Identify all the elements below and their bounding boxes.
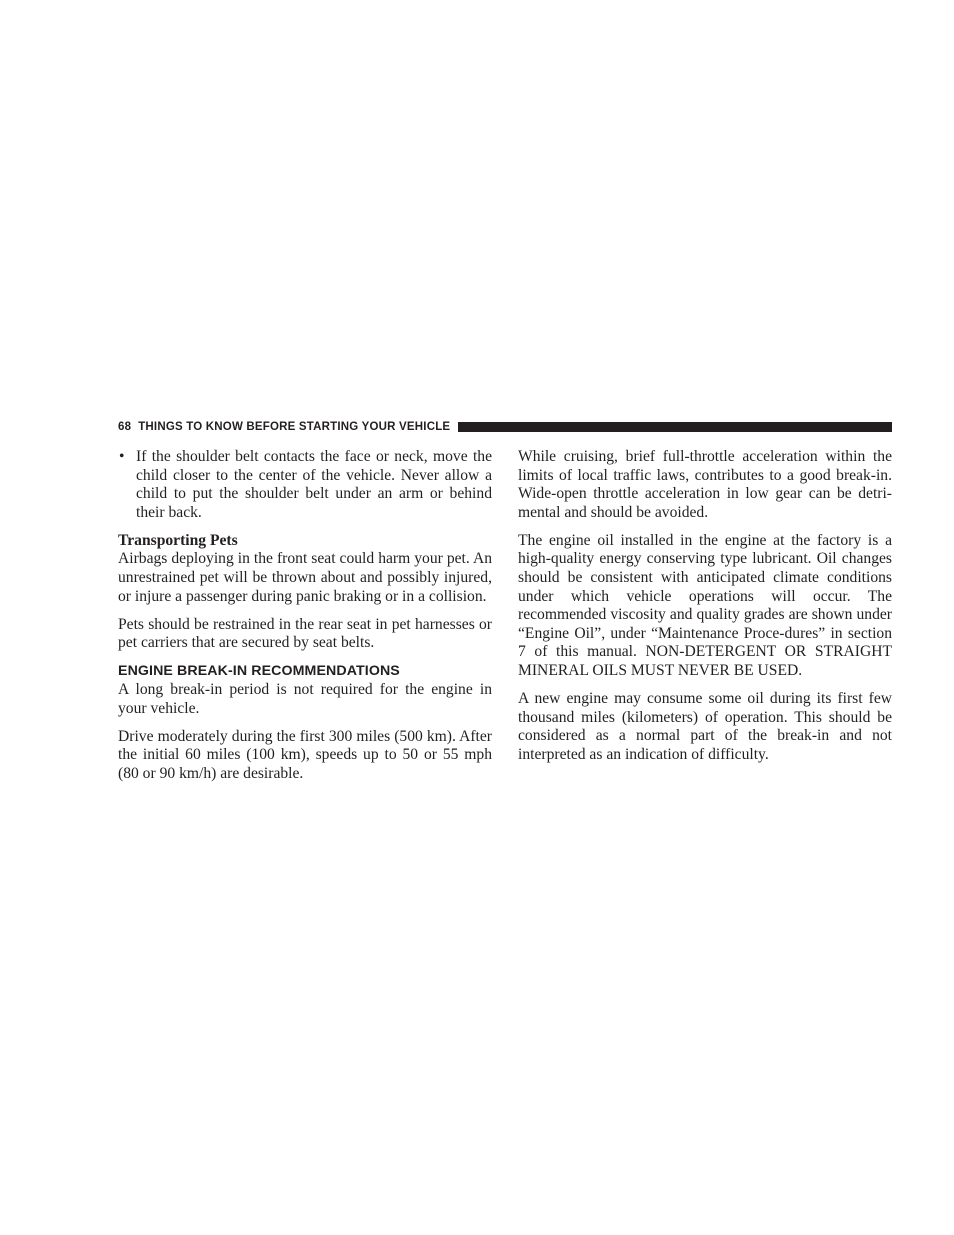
pets-paragraph-1: Airbags deploying in the front seat could harm your pet. An unrestrained pet will be thrown about and possibly injured, or injure a passenger during panic braking or in a collision. — [118, 550, 492, 605]
left-column — [118, 448, 492, 793]
list-item — [118, 448, 492, 522]
pets-paragraph-2: Pets should be restrained in the rear seat in pet harnesses or pet carriers that are secured by seat belts. — [118, 615, 492, 652]
page-header — [118, 419, 892, 435]
breakin-paragraph-1: A long break-in period is not required for the engine in your vehicle. — [118, 681, 492, 717]
bullet-icon: • — [119, 448, 125, 465]
cruising-paragraph: While cruising, brief full-throttle acceleration within the limits of local traffic laws, contributes to a good break-in. Wide-open throttle acceleration in low gear can be detri-mental and should be avoided. — [518, 448, 892, 521]
breakin-paragraph-2: Drive moderately during the first 300 miles (500 km). After the initial 60 miles (100 km), speeds up to 50 or 55 mph (80 or 90 km/h) are desirable. — [118, 727, 492, 782]
bullet-text: If the shoulder belt contacts the face or neck, move the child closer to the center of the vehicle. Never allow a child to put the shoulder belt under an arm or behind their back. — [136, 448, 492, 521]
section-title: THINGS TO KNOW BEFORE STARTING YOUR VEHICLE — [138, 421, 451, 433]
engine-oil-paragraph: The engine oil installed in the engine at the factory is a high-quality energy conserving type lubricant. Oil changes should be consistent with anticipated climate conditions under which vehicle operations will occur. The recommended viscosity and quality grades are shown under “Engine Oil”, under “Maintenance Proce-dures” in section 7 of this manual. NON-DETERGENT OR STRAIGHT MINERAL OILS MUST NEVER BE USED. — [518, 531, 892, 680]
breakin-heading: ENGINE BREAK-IN RECOMMENDATIONS — [118, 663, 400, 680]
right-column — [518, 448, 892, 774]
oil-consumption-paragraph: A new engine may consume some oil during its first few thousand miles (kilometers) of operation. This should be considered as a normal part of the break-in and not interpreted as an indication of difficulty. — [518, 690, 892, 763]
header-rule-bar — [458, 422, 892, 432]
page-number: 68 — [118, 421, 132, 433]
pets-subheading: Transporting Pets — [118, 531, 238, 549]
